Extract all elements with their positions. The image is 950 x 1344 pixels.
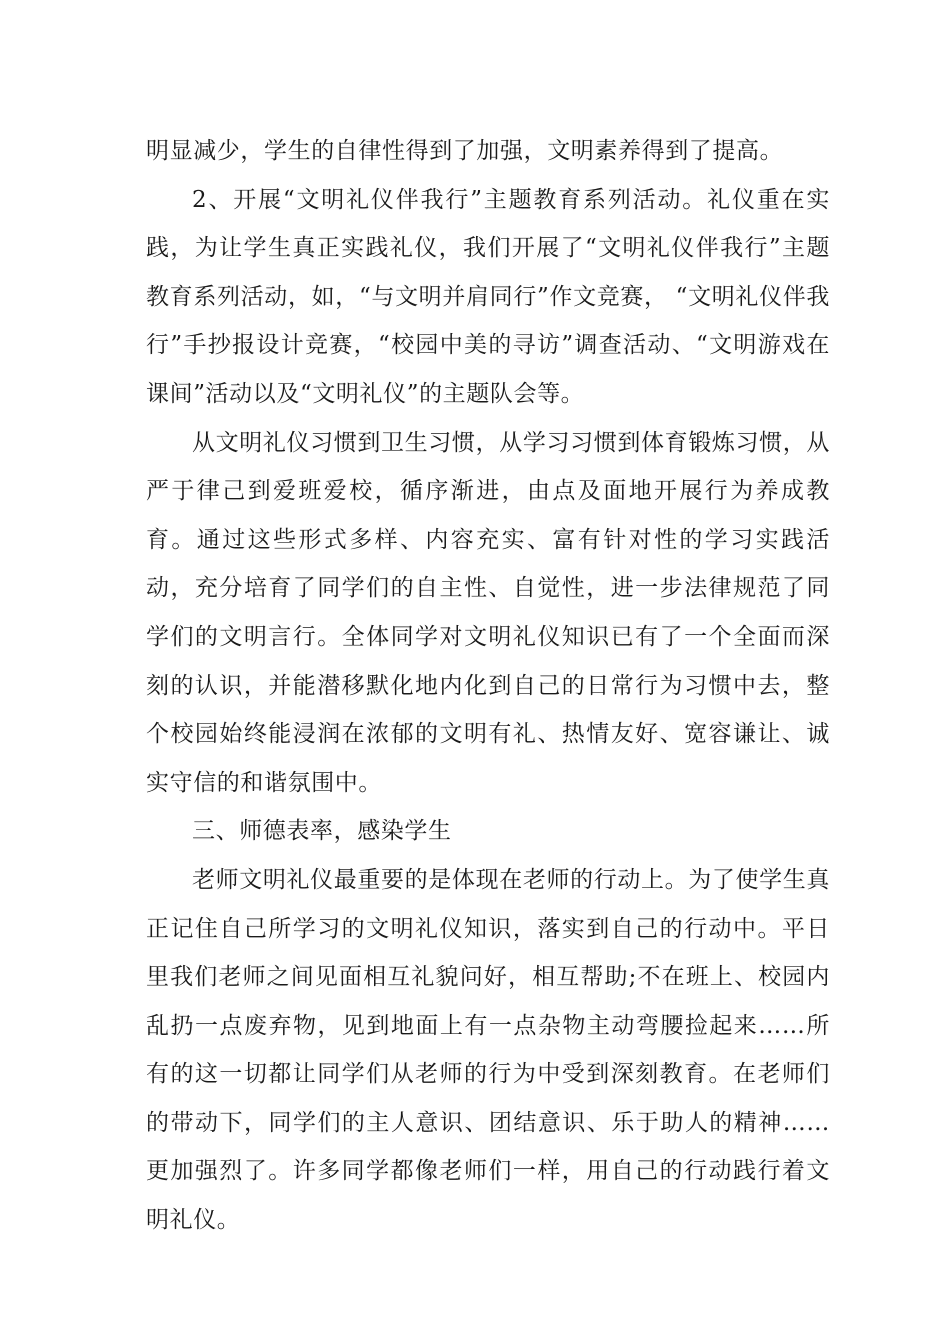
- paragraph-teacher-conduct: 老师文明礼仪最重要的是体现在老师的行动上。为了使学生真正记住自己所学习的文明礼仪知识，落实到自己的行动中。平日里我们老师之间见面相互礼貌问好，相互帮助;不在班上、校园内乱扔一点废弃物，见到地面上有一点杂物主动弯腰捡起来……所有的这一切都让同学们从老师的行为中受到深刻教育。在老师们的带动下，同学们的主人意识、团结意识、乐于助人的精神……更加强烈了。许多同学都像老师们一样，用自己的行动践行着文明礼仪。: [146, 866, 830, 1234]
- section-heading-teacher-example: 三、师德表率，感染学生: [192, 818, 452, 845]
- paragraph-continuation: 明显减少，学生的自律性得到了加强，文明素养得到了提高。: [146, 138, 784, 164]
- paragraph-activity-series: 2、开展“文明礼仪伴我行”主题教育系列活动。礼仪重在实践，为让学生真正实践礼仪，我们开展了“文明礼仪伴我行”主题教育系列活动，如，“与文明并肩同行”作文竞赛， “文明礼仪伴我行”手抄报设计竞赛，“校园中美的寻访”调查活动、“文明游戏在课间”活动以及“文明礼仪”的主题队会等。: [146, 186, 830, 407]
- paragraph-habit-education: 从文明礼仪习惯到卫生习惯，从学习习惯到体育锻炼习惯，从严于律己到爱班爱校，循序渐进，由点及面地开展行为养成教育。通过这些形式多样、内容充实、富有针对性的学习实践活动，充分培育了同学们的自主性、自觉性，进一步法律规范了同学们的文明言行。全体同学对文明礼仪知识已有了一个全面而深刻的认识，并能潜移默化地内化到自己的日常行为习惯中去，整个校园始终能浸润在浓郁的文明有礼、热情友好、宽容谦让、诚实守信的和谐氛围中。: [146, 429, 830, 796]
- document-body: [146, 127, 830, 1245]
